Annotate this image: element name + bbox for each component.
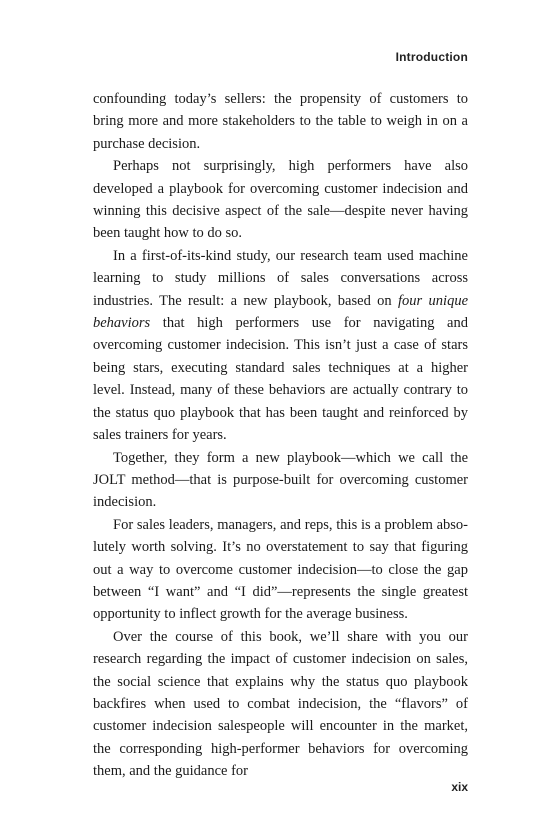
page-number: xix	[451, 780, 468, 794]
paragraph: For sales leaders, managers, and reps, this is a problem absolutely worth solving. It’s no overstatement to say that figuring out a way to overcome customer indecision—to close the gap between “I want” and “I did”—represents the single greatest opportunity to inflect growth for the average business.	[93, 516, 468, 623]
paragraph: Over the course of this book, we’ll share with you our research regarding the impact of customer indecision on sales, the social science that explains why the status quo playbook backfires when used to combat indecision, the “flavors” of customer indecision salespeople will encounter in the market, the corresponding high-performer behaviors for overcoming them, and the guidance for	[93, 628, 468, 780]
paragraph-continued: confounding today’s sellers: the propensity of customers to bring more and more stakeholders to the table to weigh in on a purchase decision.	[93, 91, 468, 152]
paragraph	[93, 245, 468, 447]
body-text	[93, 88, 468, 783]
emphasis-text: four unique behaviors	[93, 292, 468, 332]
paragraph-text: In a first-of-its-kind study, our research team used machine learning to study millions of sales conversations across industries. The result: a new playbook, based on	[93, 247, 468, 309]
running-head: Introduction	[395, 50, 468, 64]
paragraph: Together, they form a new playbook—which we call the JOLT method—that is purpose-built for overcoming customer indecision.	[93, 449, 468, 511]
paragraph: Perhaps not surprisingly, high performers have also developed a playbook for overcoming customer indecision and winning this decisive aspect of the sale—despite never having been taught how to do so.	[93, 158, 468, 242]
paragraph-text: that high performers use for navigating and overcoming customer indecision. This isn’t just a case of stars being stars, executing standard sales techniques at a higher level. Instead, many of these behaviors are actually contrary to the status quo playbook that has been taught and reinforced by sales trainers for years.	[93, 315, 468, 444]
